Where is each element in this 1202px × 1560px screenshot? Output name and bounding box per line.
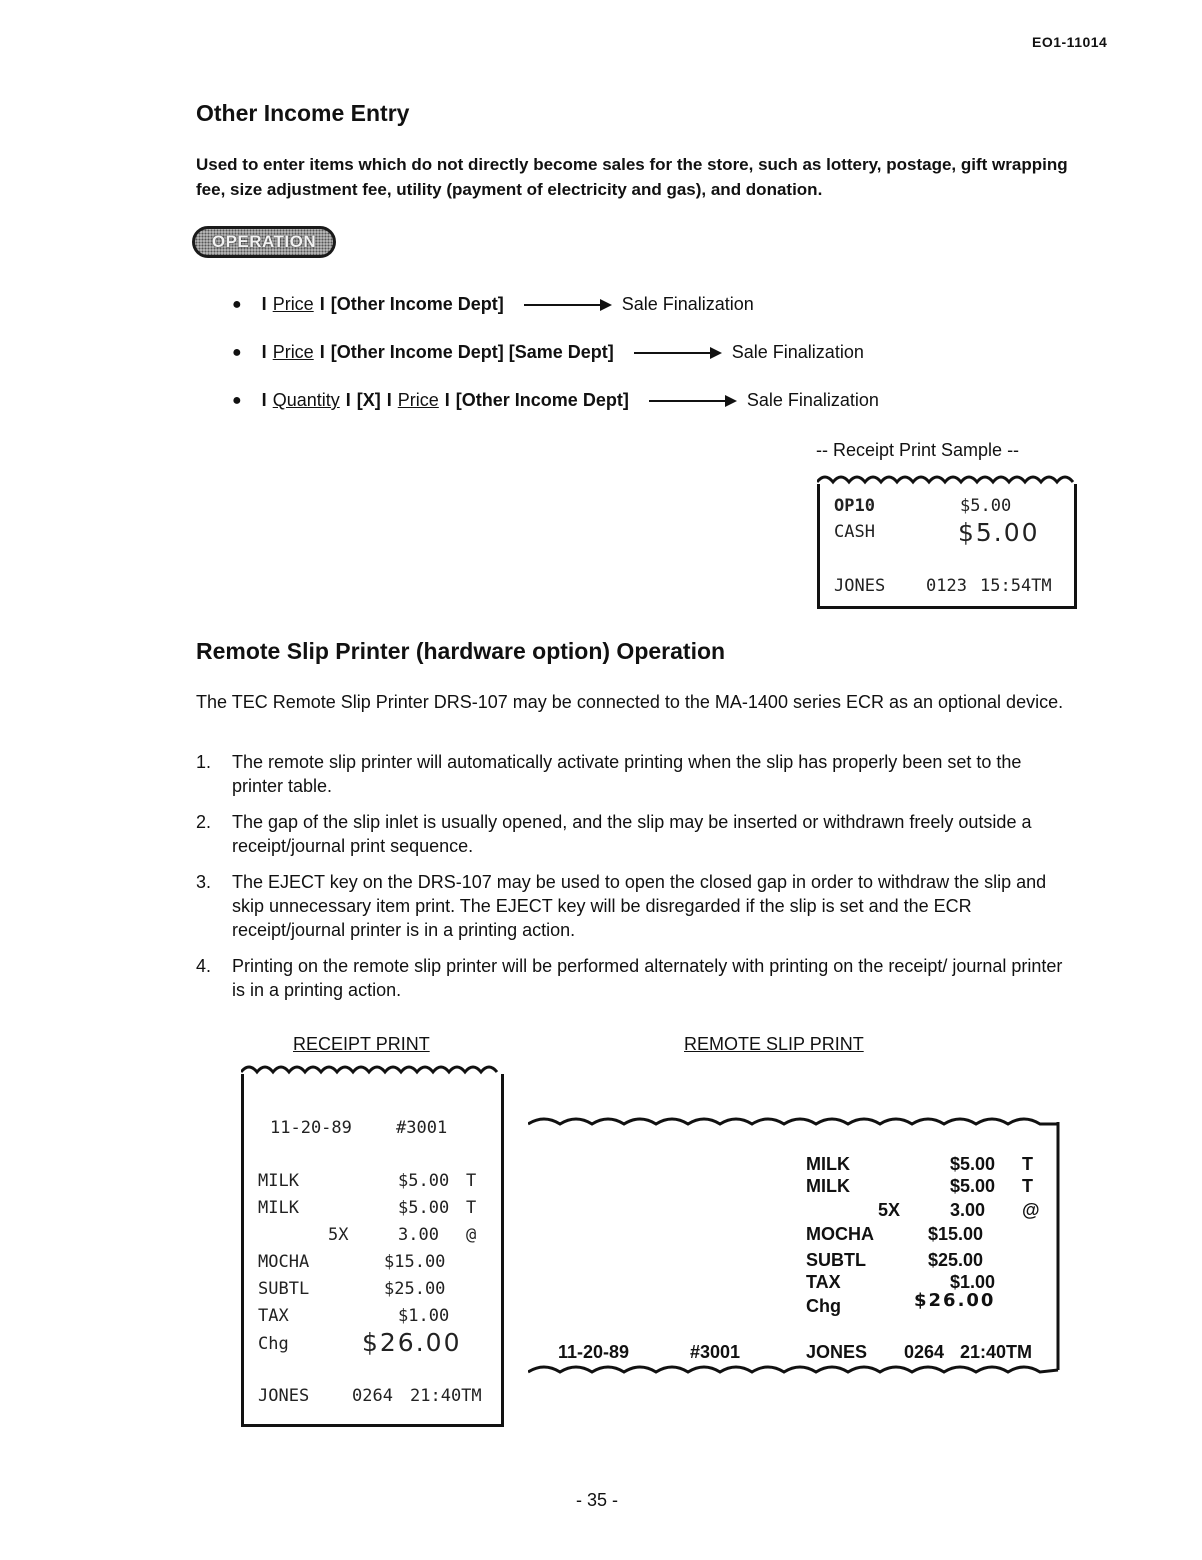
slip-qty: 5X	[878, 1200, 901, 1220]
receipt-sample	[817, 484, 1077, 609]
slip-qty-value: 3.00	[950, 1200, 986, 1220]
operation-result: Sale Finalization	[731, 342, 864, 362]
receipt-item-value: $5.00	[398, 1198, 450, 1218]
price-key: Price	[272, 342, 314, 362]
sample-cash-label: CASH	[834, 522, 875, 542]
slip-change-value: $26.00	[914, 1290, 996, 1311]
slip-item-value: $5.00	[950, 1176, 996, 1196]
quantity-key: Quantity	[272, 390, 340, 410]
bullet-icon: ●	[232, 295, 242, 313]
receipt-item-flag: T	[466, 1198, 477, 1218]
x-key: [X]	[356, 390, 381, 410]
sample-time: 15:54TM	[980, 576, 1052, 596]
operation-badge: OPERATION	[192, 226, 336, 258]
slip-item-flag: T	[1022, 1154, 1033, 1174]
receipt-sample-caption: -- Receipt Print Sample --	[816, 440, 1020, 460]
slip-subtotal-value: $25.00	[928, 1250, 984, 1270]
slip-clerk: JONES	[806, 1342, 868, 1362]
slip-item-label: MILK	[806, 1154, 850, 1174]
slip-tax-label: TAX	[806, 1272, 841, 1292]
receipt-number: #3001	[396, 1118, 448, 1138]
arrow-icon	[634, 352, 712, 354]
price-key: Price	[397, 390, 439, 410]
receipt-change-value: $26.00	[362, 1328, 462, 1357]
receipt-item-flag: T	[466, 1171, 477, 1191]
bullet-icon: ●	[232, 391, 242, 409]
sample-code: 0123	[926, 576, 967, 596]
list-item: 2. The gap of the slip inlet is usually opened, and the slip may be inserted or withdrawn freely outside a receipt/journal print sequence.	[196, 812, 1032, 856]
arrow-icon	[524, 304, 602, 306]
slip-number: #3001	[690, 1342, 741, 1362]
receipt-qty: 5X	[328, 1225, 349, 1245]
price-key: Price	[272, 294, 314, 314]
section-title-remote-slip: Remote Slip Printer (hardware option) Operation	[196, 638, 726, 664]
dept-key: [Other Income Dept]	[330, 294, 504, 314]
receipt-item-value: $15.00	[384, 1252, 446, 1272]
slip-tax-value: $1.00	[950, 1272, 996, 1292]
operation-line-2: ● I Price I [Other Income Dept] [Same Dept] Sale Finalization	[232, 342, 864, 362]
torn-edge	[817, 472, 1079, 486]
document-id: EO1-11014	[1032, 34, 1108, 50]
list-item: 3. The EJECT key on the DRS-107 may be used to open the closed gap in order to withdraw the slip and skip unnecessary item print. The EJECT key will be disregarded if the slip is set and the ECR receipt/journal printer is in a printing action.	[196, 872, 1047, 940]
receipt-print	[241, 1074, 504, 1427]
remote-slip-print	[528, 1124, 1060, 1376]
receipt-tax-value: $1.00	[398, 1306, 450, 1326]
receipt-date: 11-20-89	[270, 1118, 352, 1138]
sample-dept-label: OP10	[834, 496, 875, 516]
slip-subtotal-label: SUBTL	[806, 1250, 866, 1270]
operation-result: Sale Finalization	[621, 294, 754, 314]
slip-time: 21:40TM	[960, 1342, 1033, 1362]
receipt-change-label: Chg	[258, 1334, 289, 1354]
slip-code: 0264	[904, 1342, 945, 1362]
operation-line-1: ● I Price I [Other Income Dept] Sale Finalization	[232, 294, 754, 314]
bullet-icon: ●	[232, 343, 242, 361]
dept-key: [Other Income Dept] [Same Dept]	[330, 342, 614, 362]
receipt-time: 21:40TM	[410, 1386, 482, 1406]
slip-qty-flag: @	[1022, 1200, 1040, 1220]
receipt-tax-label: TAX	[258, 1306, 289, 1326]
receipt-code: 0264	[352, 1386, 393, 1406]
page-number: - 35 -	[576, 1490, 619, 1510]
receipt-qty-flag: @	[466, 1225, 477, 1245]
slip-item-label: MOCHA	[806, 1224, 874, 1244]
list-item: 1. The remote slip printer will automatically activate printing when the slip has properly been set to the printer table.	[196, 752, 1022, 796]
slip-item-value: $15.00	[928, 1224, 984, 1244]
operation-result: Sale Finalization	[746, 390, 879, 410]
sample-clerk: JONES	[834, 576, 886, 596]
slip-item-label: MILK	[806, 1176, 850, 1196]
receipt-clerk: JONES	[258, 1386, 310, 1406]
operation-line-3: ● I Quantity I [X] I Price I [Other Income Dept] Sale Finalization	[232, 390, 879, 410]
slip-item-value: $5.00	[950, 1154, 996, 1174]
receipt-print-caption: RECEIPT PRINT	[293, 1034, 430, 1054]
receipt-item-label: MOCHA	[258, 1252, 310, 1272]
slip-change-label: Chg	[806, 1296, 841, 1316]
receipt-qty-value: 3.00	[398, 1225, 439, 1245]
section-intro-remote-slip: The TEC Remote Slip Printer DRS-107 may be connected to the MA-1400 series ECR as an optional device.	[196, 692, 1064, 712]
receipt-item-value: $5.00	[398, 1171, 450, 1191]
section-intro-other-income: Used to enter items which do not directly become sales for the store, such as lottery, postage, gift wrapping fee, size adjustment fee, utility (payment of electricity and gas), and donation.	[196, 155, 1068, 199]
slip-print-caption: REMOTE SLIP PRINT	[684, 1034, 864, 1054]
dept-key: [Other Income Dept]	[455, 390, 629, 410]
receipt-subtotal-label: SUBTL	[258, 1279, 310, 1299]
torn-edge	[241, 1062, 505, 1076]
list-item: 4. Printing on the remote slip printer will be performed alternately with printing on the receipt/ journal printer is in a printing action.	[196, 956, 1063, 1000]
sample-cash-value: $5.00	[958, 518, 1040, 547]
sample-dept-value: $5.00	[960, 496, 1012, 516]
slip-date: 11-20-89	[558, 1342, 630, 1362]
receipt-item-label: MILK	[258, 1171, 299, 1191]
receipt-subtotal-value: $25.00	[384, 1279, 446, 1299]
arrow-icon	[649, 400, 727, 402]
receipt-item-label: MILK	[258, 1198, 299, 1218]
slip-item-flag: T	[1022, 1176, 1033, 1196]
section-title-other-income: Other Income Entry	[196, 100, 410, 126]
